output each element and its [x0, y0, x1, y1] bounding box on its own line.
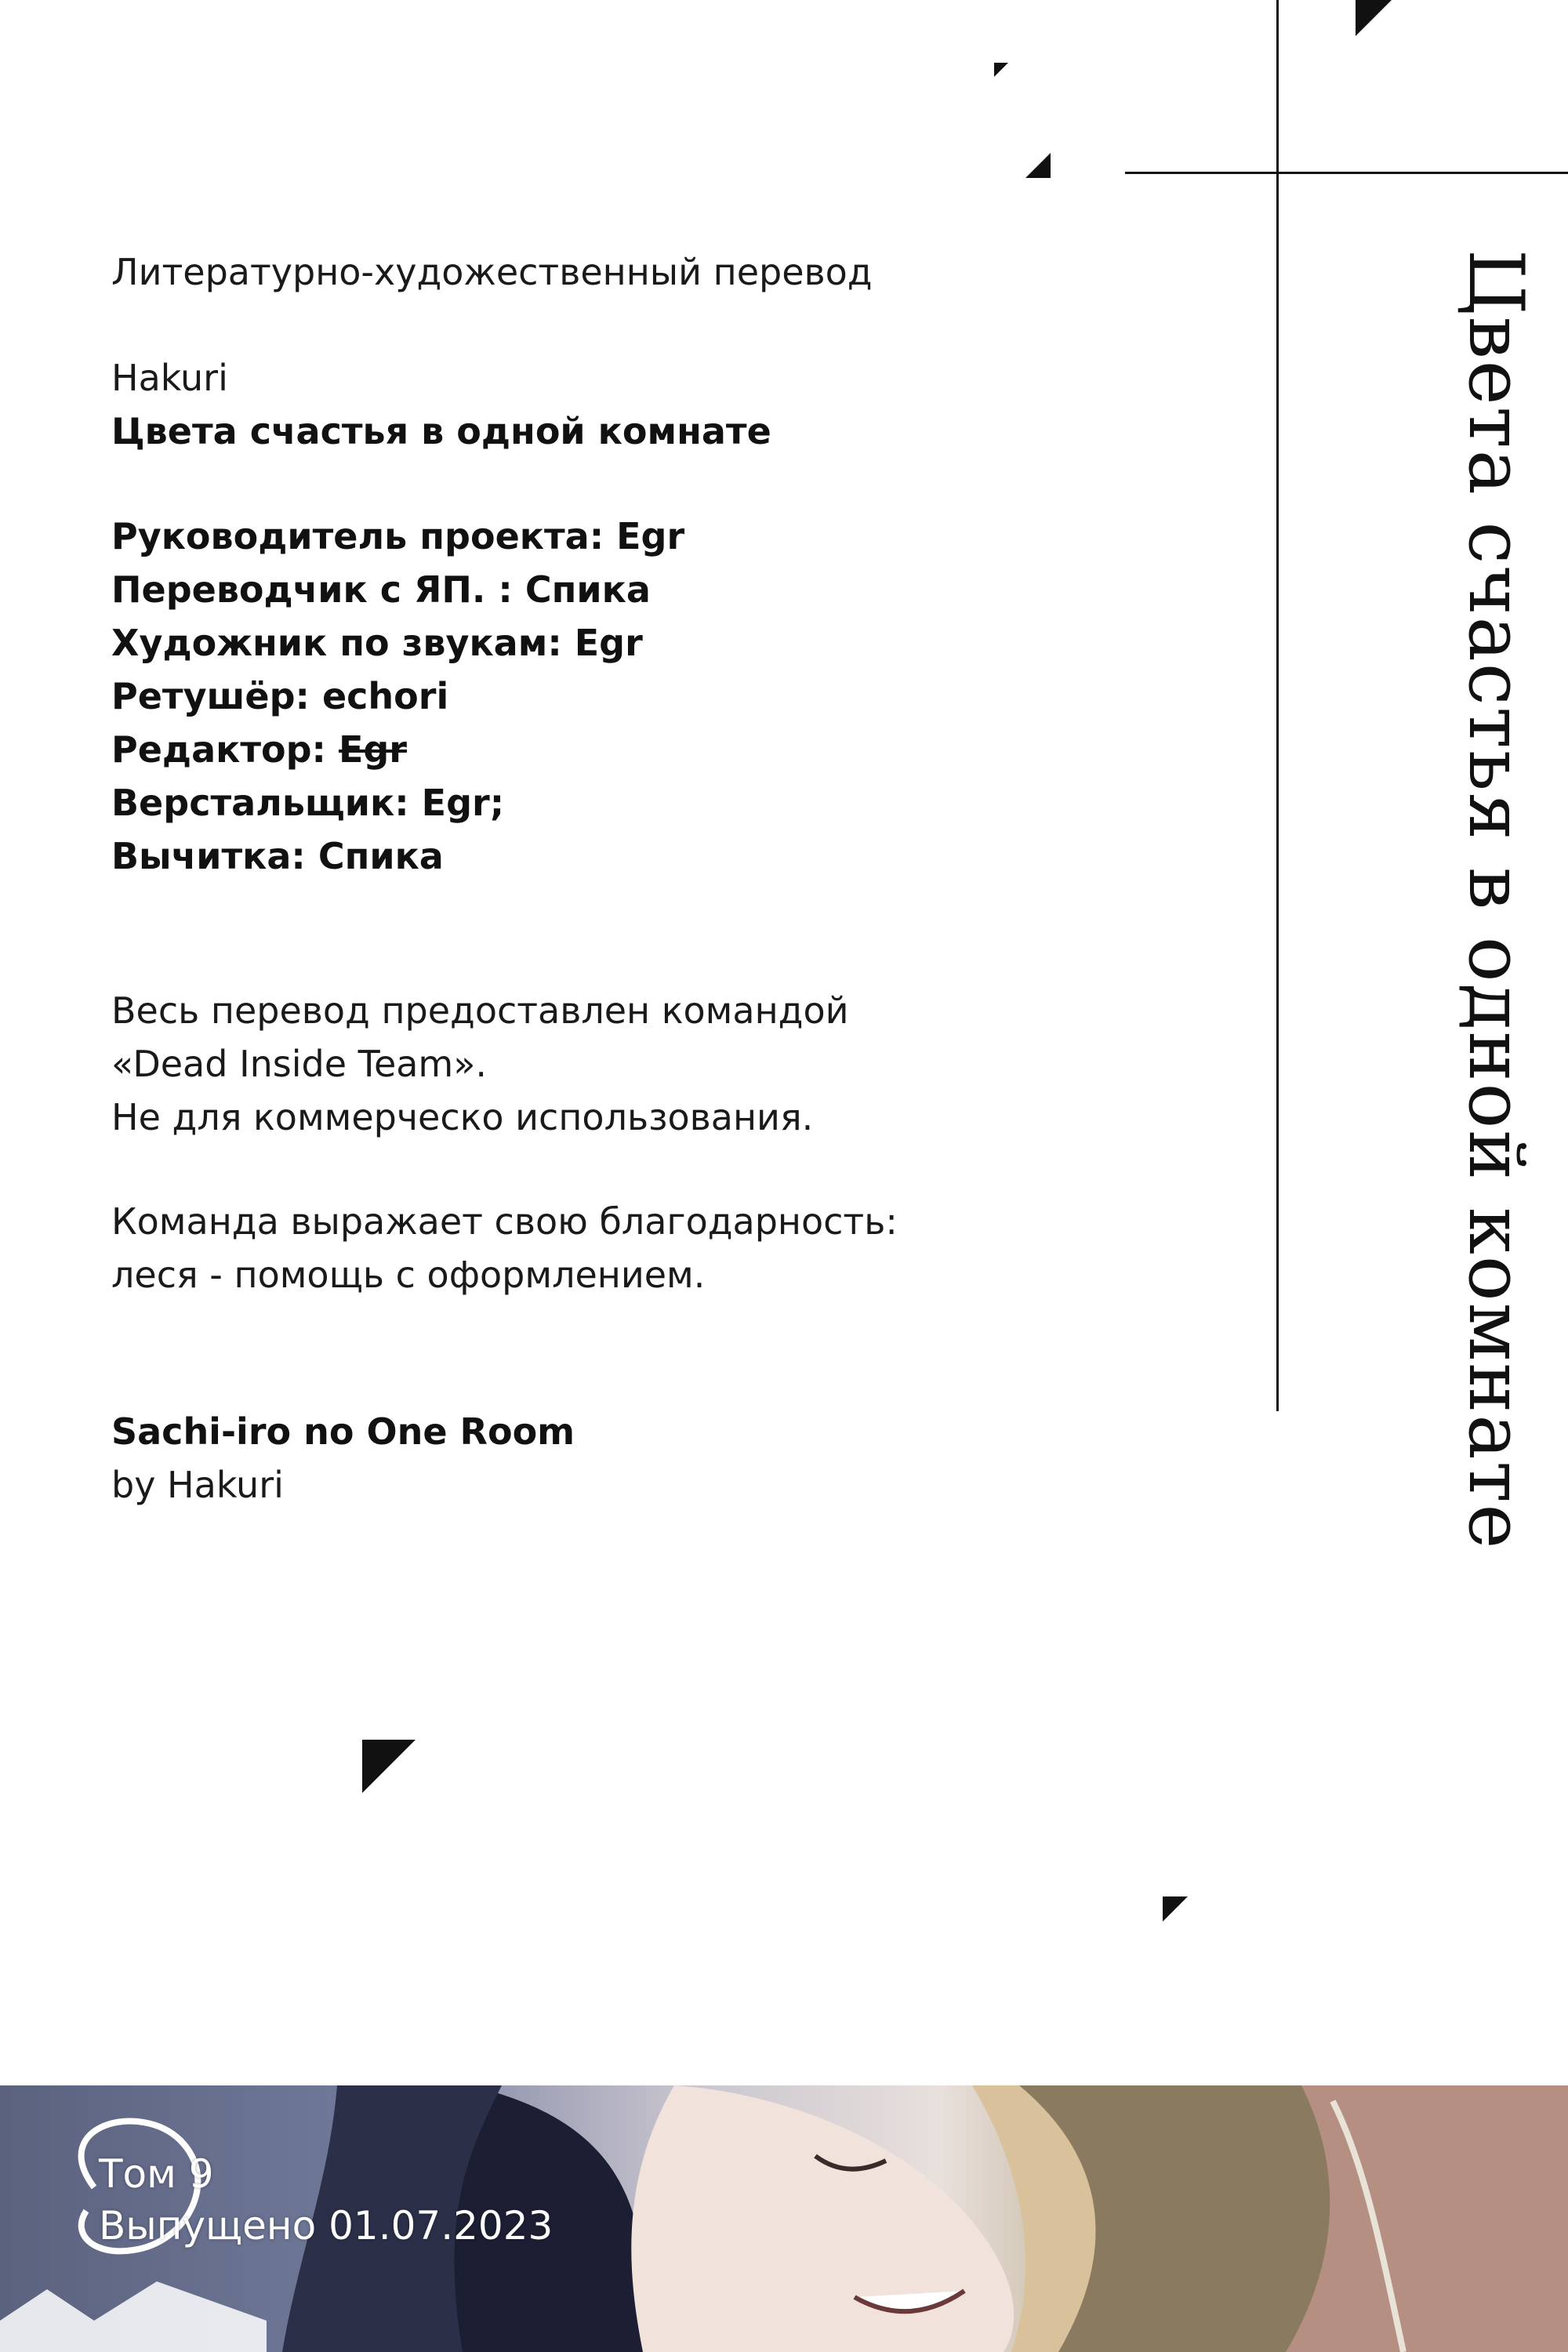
credit-value: Egr; — [421, 782, 505, 824]
logo-flourish — [0, 2281, 267, 2352]
credit-value: Спика — [318, 835, 444, 877]
title-ru: Цвета счастья в одной комнате — [111, 410, 771, 452]
credit-label: Верстальщик: — [111, 782, 422, 824]
credit-value: Спика — [524, 568, 651, 611]
credits-list — [111, 510, 684, 883]
triangle-ornament — [994, 63, 1008, 77]
credit-row — [111, 510, 684, 563]
credit-row — [111, 723, 684, 776]
face-shape — [631, 2085, 1014, 2352]
credit-value-struck: Egr — [338, 728, 407, 771]
triangle-ornament — [1163, 1896, 1188, 1922]
triangle-ornament — [1025, 153, 1051, 178]
credit-label: Вычитка: — [111, 835, 318, 877]
triangle-ornament — [362, 1740, 416, 1793]
notice-line: Весь перевод предоставлен командой — [111, 989, 849, 1032]
original-author: by Hakuri — [111, 1464, 284, 1506]
credit-label: Редактор: — [111, 728, 339, 771]
credit-label: Руководитель проекта: — [111, 515, 617, 557]
credit-value: Egr — [616, 515, 685, 557]
author-name: Hakuri — [111, 357, 228, 399]
thanks-line: леся - помощь с оформлением. — [111, 1254, 706, 1296]
notice-line: «Dead Inside Team». — [111, 1043, 488, 1085]
credit-row — [111, 563, 684, 616]
subtitle: Литературно-художественный перевод — [111, 251, 873, 293]
notice-line: Не для коммерческо использования. — [111, 1096, 814, 1138]
horizontal-divider — [1125, 172, 1568, 174]
original-title-block — [111, 1405, 575, 1512]
author-block — [111, 351, 771, 458]
vertical-divider — [1276, 0, 1279, 1411]
credit-value: echori — [321, 675, 449, 717]
triangle-ornament — [1356, 0, 1392, 36]
volume-label: Том 9 — [99, 2151, 214, 2197]
notice-block — [111, 984, 848, 1144]
thanks-block — [111, 1195, 898, 1301]
original-title: Sachi-iro no One Room — [111, 1410, 575, 1453]
credit-row — [111, 670, 684, 723]
credit-row — [111, 776, 684, 829]
credit-label: Переводчик с ЯП. : — [111, 568, 525, 611]
credit-label: Художник по звукам: — [111, 622, 575, 664]
vertical-title: Цвета счастья в одной комнате — [1452, 249, 1540, 1551]
credit-value: Egr — [574, 622, 643, 664]
release-date: Выпущено 01.07.2023 — [99, 2203, 554, 2249]
credit-label: Ретушёр: — [111, 675, 322, 717]
credit-row — [111, 616, 684, 670]
credit-row — [111, 829, 684, 883]
cover-artwork — [0, 2085, 1568, 2352]
thanks-line: Команда выражает свою благодарность: — [111, 1200, 898, 1243]
